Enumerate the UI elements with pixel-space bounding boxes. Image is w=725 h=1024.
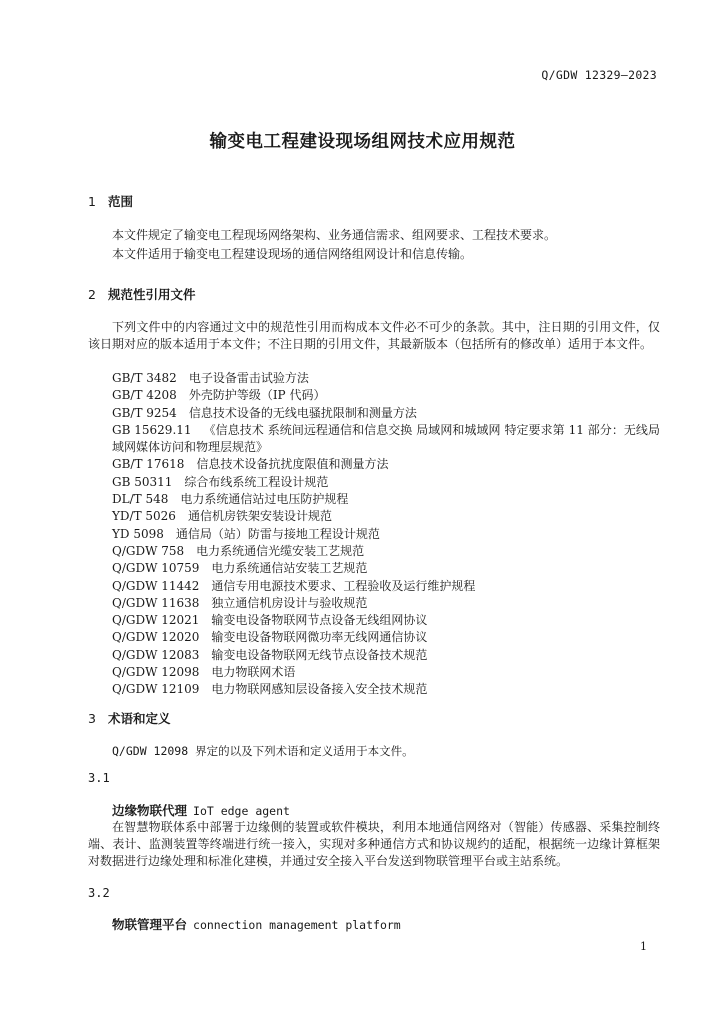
reference-code: Q/GDW 758 [112, 543, 185, 558]
reference-title: 《信息技术 系统间远程通信和信息交换 局域网和城域网 特定要求第 11 部分：无线局域网媒体访问和物理层规范》 [112, 422, 660, 455]
reference-title: 电力物联网感知层设备接入安全技术规范 [211, 682, 428, 697]
reference-code: YD/T 5026 [112, 509, 176, 524]
reference-code: GB/T 17618 [112, 457, 185, 472]
term-definition: 在智慧物联体系中部署于边缘侧的装置或软件模块，利用本地通信网络对（智能）传感器、采集控制终端、表计、监测装置等终端进行统一接入，实现对多种通信方式和协议规约的适配，根据统一边缘计算框架对数据进行边缘处理和标准化建模，并通过安全接入平台发送到物联管理平台或主站系统。 [88, 820, 660, 868]
reference-title: 通信专用电源技术要求、工程验收及运行维护规程 [211, 578, 476, 593]
reference-title: 独立通信机房设计与验收规范 [211, 595, 368, 610]
reference-title: 电子设备雷击试验方法 [188, 371, 309, 385]
reference-title: 通信机房铁架安装设计规范 [187, 509, 332, 524]
section-number: 1 [88, 194, 96, 209]
reference-code: YD 5098 [112, 526, 164, 541]
reference-title: 综合布线系统工程设计规范 [184, 474, 329, 489]
reference-code: Q/GDW 12098 [112, 665, 200, 680]
reference-code: GB 50311 [112, 474, 173, 489]
reference-title: 输变电设备物联网无线节点设备技术规范 [211, 647, 428, 662]
reference-code: Q/GDW 10759 [112, 561, 200, 576]
reference-code: GB/T 4208 [112, 388, 177, 403]
reference-code: Q/GDW 12021 [112, 613, 200, 628]
paragraph: 本文件适用于输变电工程建设现场的通信网络组网设计和信息传输。 [112, 247, 473, 261]
section-title: 规范性引用文件 [108, 287, 196, 302]
terms-intro: Q/GDW 12098 界定的以及下列术语和定义适用于本文件。 [112, 744, 414, 758]
reference-title: 信息技术设备抗扰度限值和测量方法 [196, 457, 389, 472]
reference-list [88, 370, 660, 699]
standard-code: Q/GDW 12329—2023 [541, 68, 657, 82]
paragraph: 本文件规定了输变电工程现场网络架构、业务通信需求、组网要求、工程技术要求。 [112, 228, 557, 242]
section-number: 3 [88, 711, 96, 726]
term-chinese: 物联管理平台 [112, 917, 188, 932]
reference-title: 输变电设备物联网节点设备无线组网协议 [211, 613, 428, 628]
term-number: 3.2 [88, 886, 110, 900]
reference-title: 电力系统通信光缆安装工艺规范 [196, 543, 365, 558]
reference-title: 电力系统通信站安装工艺规范 [211, 561, 368, 576]
reference-title: 通信局（站）防雷与接地工程设计规范 [175, 526, 380, 541]
section-2-heading [88, 285, 196, 303]
term-english: IoT edge agent [193, 804, 290, 818]
reference-code: Q/GDW 12109 [112, 682, 200, 697]
reference-title: 信息技术设备的无线电骚扰限制和测量方法 [188, 405, 417, 420]
reference-code: Q/GDW 11638 [112, 595, 200, 610]
reference-code: GB/T 9254 [112, 405, 177, 420]
reference-code: DL/T 548 [112, 492, 169, 507]
term-english: connection management platform [193, 918, 401, 932]
term-number: 3.1 [88, 771, 110, 785]
section-1-heading [88, 192, 133, 210]
document-title: 输变电工程建设现场组网技术应用规范 [209, 132, 516, 152]
term-chinese: 边缘物联代理 [112, 803, 188, 818]
section-title: 术语和定义 [108, 711, 171, 726]
reference-code: GB/T 3482 [112, 371, 177, 385]
reference-code: Q/GDW 11442 [112, 578, 200, 593]
reference-title: 外壳防护等级（IP 代码） [188, 388, 326, 403]
section-number: 2 [88, 287, 96, 302]
term-heading [112, 801, 290, 819]
term-heading [112, 915, 401, 933]
reference-code: Q/GDW 12020 [112, 630, 200, 645]
section-3-heading [88, 709, 171, 727]
normative-references-intro: 下列文件中的内容通过文中的规范性引用而构成本文件必不可少的条款。其中，注日期的引用文件，仅该日期对应的版本适用于本文件；不注日期的引用文件，其最新版本（包括所有的修改单）适用于本文件。 [88, 320, 660, 351]
reference-title: 电力系统通信站过电压防护规程 [180, 492, 349, 507]
reference-title: 输变电设备物联网微功率无线网通信协议 [211, 630, 428, 645]
section-title: 范围 [108, 194, 134, 209]
reference-code: Q/GDW 12083 [112, 647, 200, 662]
reference-code: GB 15629.11 [112, 422, 192, 437]
reference-title: 电力物联网术语 [211, 665, 296, 680]
page-number: 1 [640, 940, 647, 953]
